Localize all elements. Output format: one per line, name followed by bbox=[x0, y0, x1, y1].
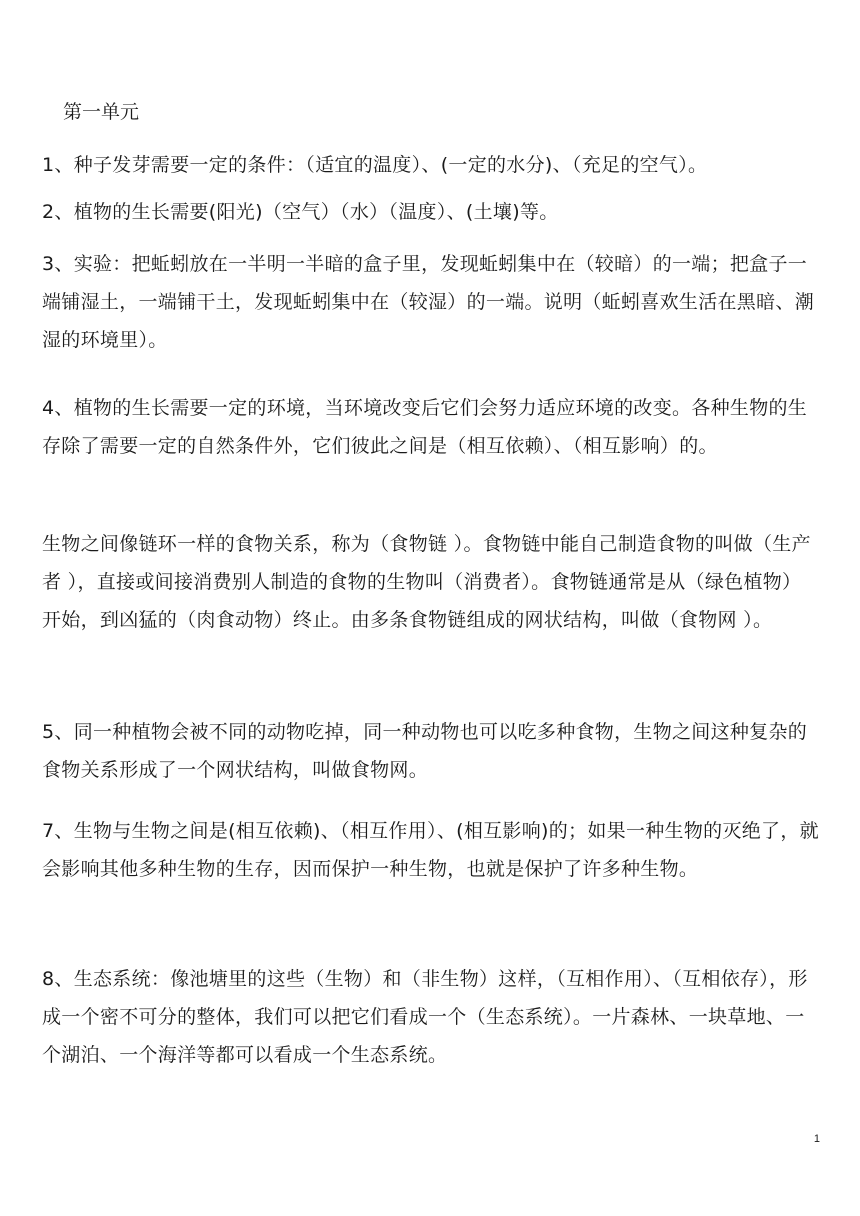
item-2-paragraph: 2、植物的生长需要(阳光)（空气）（水）（温度）、(土壤)等。 bbox=[42, 201, 559, 223]
unit-title: 第一单元 bbox=[63, 101, 140, 123]
item-3-paragraph: 3、实验：把蚯蚓放在一半明一半暗的盒子里，发现蚯蚓集中在（较暗）的一端；把盒子一端铺湿土，一端铺干土，发现蚯蚓集中在（较湿）的一端。说明（蚯蚓喜欢生活在黑暗、潮湿的环境里）。 bbox=[42, 253, 815, 351]
page-number: 1 bbox=[813, 1133, 820, 1145]
item-7-paragraph: 7、生物与生物之间是(相互依赖)、（相互作用）、(相互影响)的；如果一种生物的灭绝了，就会影响其他多种生物的生存，因而保护一种生物，也就是保护了许多种生物。 bbox=[42, 820, 819, 880]
item-1-paragraph: 1、种子发芽需要一定的条件：（适宜的温度）、(一定的水分)、（充足的空气）。 bbox=[42, 154, 708, 176]
item-4-paragraph: 4、植物的生长需要一定的环境，当环境改变后它们会努力适应环境的改变。各种生物的生存除了需要一定的自然条件外，它们彼此之间是（相互依赖）、（相互影响）的。 bbox=[42, 397, 808, 457]
item-8-paragraph: 8、生态系统：像池塘里的这些（生物）和（非生物）这样，（互相作用）、（互相依存），形成一个密不可分的整体，我们可以把它们看成一个（生态系统）。一片森林、一块草地、一个湖泊、一个海洋等都可以看成一个生态系统。 bbox=[42, 968, 808, 1066]
food-chain-paragraph: 生物之间像链环一样的食物关系，称为（食物链 ）。食物链中能自己制造食物的叫做（生产者 ），直接或间接消费别人制造的食物的生物叫（消费者）。食物链通常是从（绿色植物）开始，到凶猛的（肉食动物）终止。由多条食物链组成的网状结构，叫做（食物网 ）。 bbox=[42, 533, 811, 631]
item-5-paragraph: 5、同一种植物会被不同的动物吃掉，同一种动物也可以吃多种食物，生物之间这种复杂的食物关系形成了一个网状结构，叫做食物网。 bbox=[42, 721, 808, 781]
